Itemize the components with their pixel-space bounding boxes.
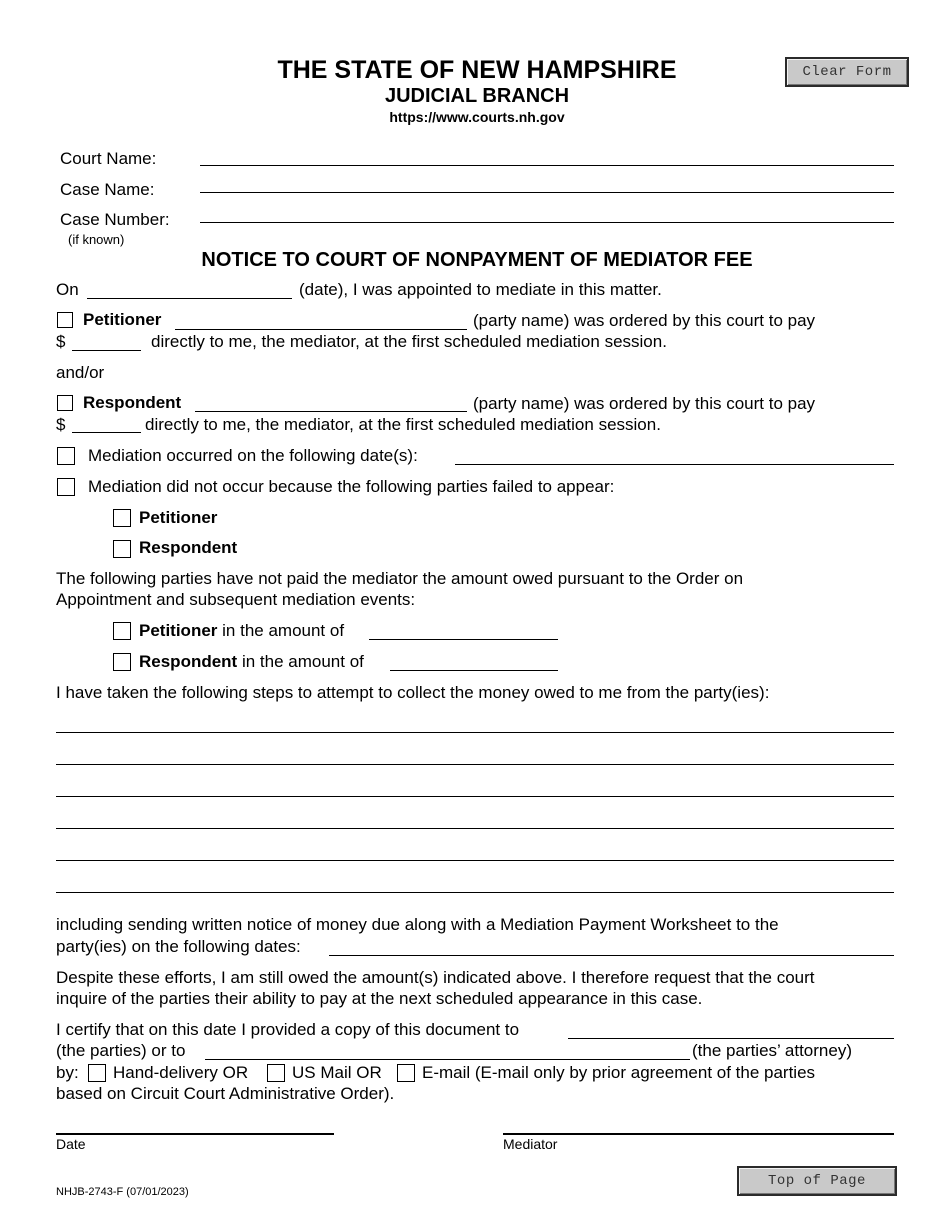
respondent-amount-field[interactable] [72, 432, 141, 433]
form-id: NHJB-2743-F (07/01/2023) [56, 1186, 189, 1198]
petitioner-label: Petitioner [83, 310, 162, 329]
certify-by-text: by: [56, 1063, 79, 1082]
mediation-dates-field[interactable] [455, 464, 894, 465]
unpaid-intro-line2: Appointment and subsequent mediation events: [56, 590, 416, 609]
steps-line-2[interactable] [56, 764, 894, 765]
despite-line2: inquire of the parties their ability to pay at the next scheduled appearance in this case. [56, 989, 703, 1008]
petitioner-dollar-sign: $ [56, 332, 66, 351]
certify-parties-field[interactable] [568, 1038, 894, 1039]
unpaid-petitioner-text: in the amount of [222, 621, 345, 640]
petitioner-order-text: (party name) was ordered by this court to pay [473, 311, 816, 330]
despite-line1: Despite these efforts, I am still owed the amount(s) indicated above. I therefore request that the court [56, 968, 815, 987]
mediation-occurred-checkbox[interactable] [57, 447, 75, 465]
appointment-prefix: On [56, 280, 79, 299]
respondent-order-text: (party name) was ordered by this court to pay [473, 394, 816, 413]
steps-line-3[interactable] [56, 796, 894, 797]
case-number-label: Case Number: [60, 210, 170, 229]
respondent-order-text2: directly to me, the mediator, at the first scheduled mediation session. [145, 415, 661, 434]
respondent-checkbox[interactable] [57, 395, 73, 411]
steps-line-5[interactable] [56, 860, 894, 861]
unpaid-respondent-amount-field[interactable] [390, 670, 558, 671]
steps-line-6[interactable] [56, 892, 894, 893]
hand-delivery-checkbox[interactable] [88, 1064, 106, 1082]
certify-line1: I certify that on this date I provided a copy of this document to [56, 1020, 520, 1039]
petitioner-amount-field[interactable] [72, 350, 141, 351]
email-checkbox[interactable] [397, 1064, 415, 1082]
certify-line4: based on Circuit Court Administrative Order). [56, 1084, 395, 1103]
petitioner-order-text2: directly to me, the mediator, at the first scheduled mediation session. [151, 332, 667, 351]
unpaid-petitioner-checkbox[interactable] [113, 622, 131, 640]
steps-line-1[interactable] [56, 732, 894, 733]
unpaid-intro-line1: The following parties have not paid the mediator the amount owed pursuant to the Order on [56, 569, 744, 588]
petitioner-name-field[interactable] [175, 329, 467, 330]
hand-delivery-label: Hand-delivery OR [113, 1063, 249, 1082]
date-label: Date [56, 1136, 86, 1152]
top-of-page-button[interactable]: Top of Page [737, 1166, 897, 1196]
unpaid-respondent-checkbox[interactable] [113, 653, 131, 671]
clear-form-button[interactable]: Clear Form [785, 57, 909, 87]
failed-respondent-label: Respondent [139, 538, 238, 557]
case-number-field[interactable] [200, 222, 894, 223]
certify-attorney-field[interactable] [205, 1059, 690, 1060]
unpaid-respondent-text: in the amount of [241, 652, 364, 671]
unpaid-respondent-row [139, 652, 364, 672]
mediation-not-occur-label: Mediation did not occur because the following parties failed to appear: [88, 477, 615, 496]
mediation-not-occur-checkbox[interactable] [57, 478, 75, 496]
mediation-occurred-label: Mediation occurred on the following date(s): [88, 446, 418, 465]
unpaid-petitioner-amount-field[interactable] [369, 639, 558, 640]
court-url: https://www.courts.nh.gov [389, 109, 565, 125]
failed-petitioner-label: Petitioner [139, 508, 218, 527]
court-state-title: THE STATE OF NEW HAMPSHIRE [277, 56, 677, 84]
unpaid-respondent-label: Respondent [139, 652, 238, 671]
us-mail-checkbox[interactable] [267, 1064, 285, 1082]
date-signature-field[interactable] [56, 1133, 334, 1135]
respondent-label: Respondent [83, 393, 182, 412]
unpaid-petitioner-row [139, 621, 344, 641]
mediator-signature-field[interactable] [503, 1133, 894, 1135]
steps-intro: I have taken the following steps to attempt to collect the money owed to me from the party(ies): [56, 683, 770, 702]
respondent-dollar-sign: $ [56, 415, 66, 434]
notice-dates-field[interactable] [329, 955, 894, 956]
court-name-label: Court Name: [60, 149, 157, 168]
certify-attorney-text: (the parties’ attorney) [692, 1041, 852, 1060]
case-name-field[interactable] [200, 192, 894, 193]
certify-parties-text: (the parties) or to [56, 1041, 186, 1060]
case-name-label: Case Name: [60, 180, 155, 199]
mediator-label: Mediator [503, 1136, 558, 1152]
notice-line2: party(ies) on the following dates: [56, 937, 301, 956]
email-label: E-mail (E-mail only by prior agreement of the parties [422, 1063, 816, 1082]
court-name-field[interactable] [200, 165, 894, 166]
judicial-branch-title: JUDICIAL BRANCH [384, 85, 570, 107]
if-known-note: (if known) [68, 232, 125, 247]
petitioner-checkbox[interactable] [57, 312, 73, 328]
steps-line-4[interactable] [56, 828, 894, 829]
failed-respondent-checkbox[interactable] [113, 540, 131, 558]
unpaid-petitioner-label: Petitioner [139, 621, 218, 640]
notice-line1: including sending written notice of money due along with a Mediation Payment Worksheet to the [56, 915, 779, 934]
respondent-name-field[interactable] [195, 411, 467, 412]
failed-petitioner-checkbox[interactable] [113, 509, 131, 527]
appointment-date-field[interactable] [87, 298, 292, 299]
us-mail-label: US Mail OR [292, 1063, 382, 1082]
appointment-suffix: (date), I was appointed to mediate in this matter. [299, 280, 662, 299]
form-title: NOTICE TO COURT OF NONPAYMENT OF MEDIATOR FEE [201, 249, 753, 271]
and-or-text: and/or [56, 363, 105, 382]
